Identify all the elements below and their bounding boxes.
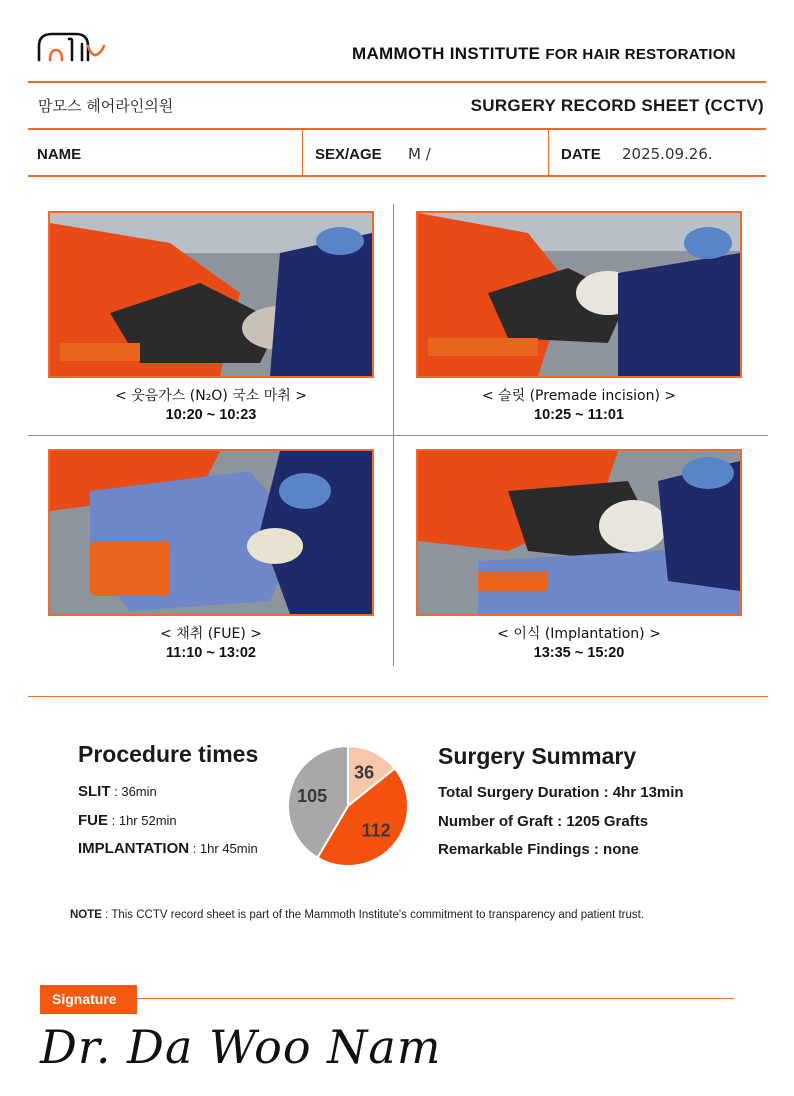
divider [28,696,768,697]
divider [28,128,766,130]
footer-note [70,909,644,921]
date-value: 2025.09.26. [622,145,713,163]
photo-caption-time: 10:20 ~ 10:23 [165,407,257,423]
photo-caption-text: < 이식 (Implantation) > [497,626,661,642]
photo-caption-text: < 슬릿 (Premade incision) > [481,388,677,404]
cctv-photo-fue [48,449,374,616]
procedure-item-label: FUE [78,812,108,829]
institute-title: MAMMOTH INSTITUTE FOR HAIR RESTORATION [352,44,736,63]
procedure-pie-chart [284,744,412,870]
note-text: : This CCTV record sheet is part of the Mammoth Institute's commitment to transparency and patient trust. [101,909,645,921]
photo-caption-time: 11:10 ~ 13:02 [166,645,256,661]
photo-caption-text: < 채취 (FUE) > [160,626,262,642]
grid-horizontal-divider [28,435,768,436]
note-label: NOTE [70,909,102,921]
cctv-photo-slit [416,211,742,378]
procedure-item-value: : 1hr 52min [108,813,177,828]
date-label: DATE [561,146,601,163]
photo-caption-4 [416,625,742,663]
procedure-item-value: : 1hr 45min [189,841,258,856]
sexage-label: SEX/AGE [315,146,382,163]
summary-item-grafts: Number of Graft : 1205 Grafts [438,813,649,830]
clinic-korean-name: 맘모스 헤어라인의원 [38,97,174,115]
procedure-heading: Procedure times [78,741,259,767]
photo-caption-1 [48,387,374,425]
photo-caption-2 [416,387,742,425]
summary-item-findings: Remarkable Findings : none [438,841,639,858]
signature-label: Signature [40,985,137,1014]
signature-handwriting: Dr. Da Woo Nam [40,1020,442,1074]
procedure-item-value: : 36min [110,784,157,799]
photo-caption-time: 10:25 ~ 11:01 [534,407,624,423]
summary-heading: Surgery Summary [438,743,637,769]
name-label: NAME [37,146,82,163]
procedure-item-implantation [78,840,258,857]
summary-item-duration: Total Surgery Duration : 4hr 13min [438,784,684,801]
divider [28,81,766,83]
cctv-photo-anesthesia [48,211,374,378]
signature-line [137,998,734,999]
mammoth-logo-icon [36,28,108,64]
procedure-item-fue [78,812,177,829]
photo-caption-time: 13:35 ~ 15:20 [533,645,625,661]
divider [548,130,549,176]
pie-label-slit: 36 [354,762,375,783]
pie-label-fue: 112 [361,820,391,841]
sheet-title: SURGERY RECORD SHEET (CCTV) [470,96,764,115]
pie-label-implantation: 105 [297,786,328,807]
photo-caption-text: < 웃음가스 (N₂O) 국소 마취 > [115,388,307,404]
procedure-item-label: IMPLANTATION [78,840,190,857]
photo-caption-3 [48,625,374,663]
cctv-photo-implantation [416,449,742,616]
divider [28,175,766,177]
procedure-item-label: SLIT [78,783,111,800]
divider [302,130,303,176]
procedure-item-slit [78,783,157,800]
sexage-value: M / [408,145,431,163]
